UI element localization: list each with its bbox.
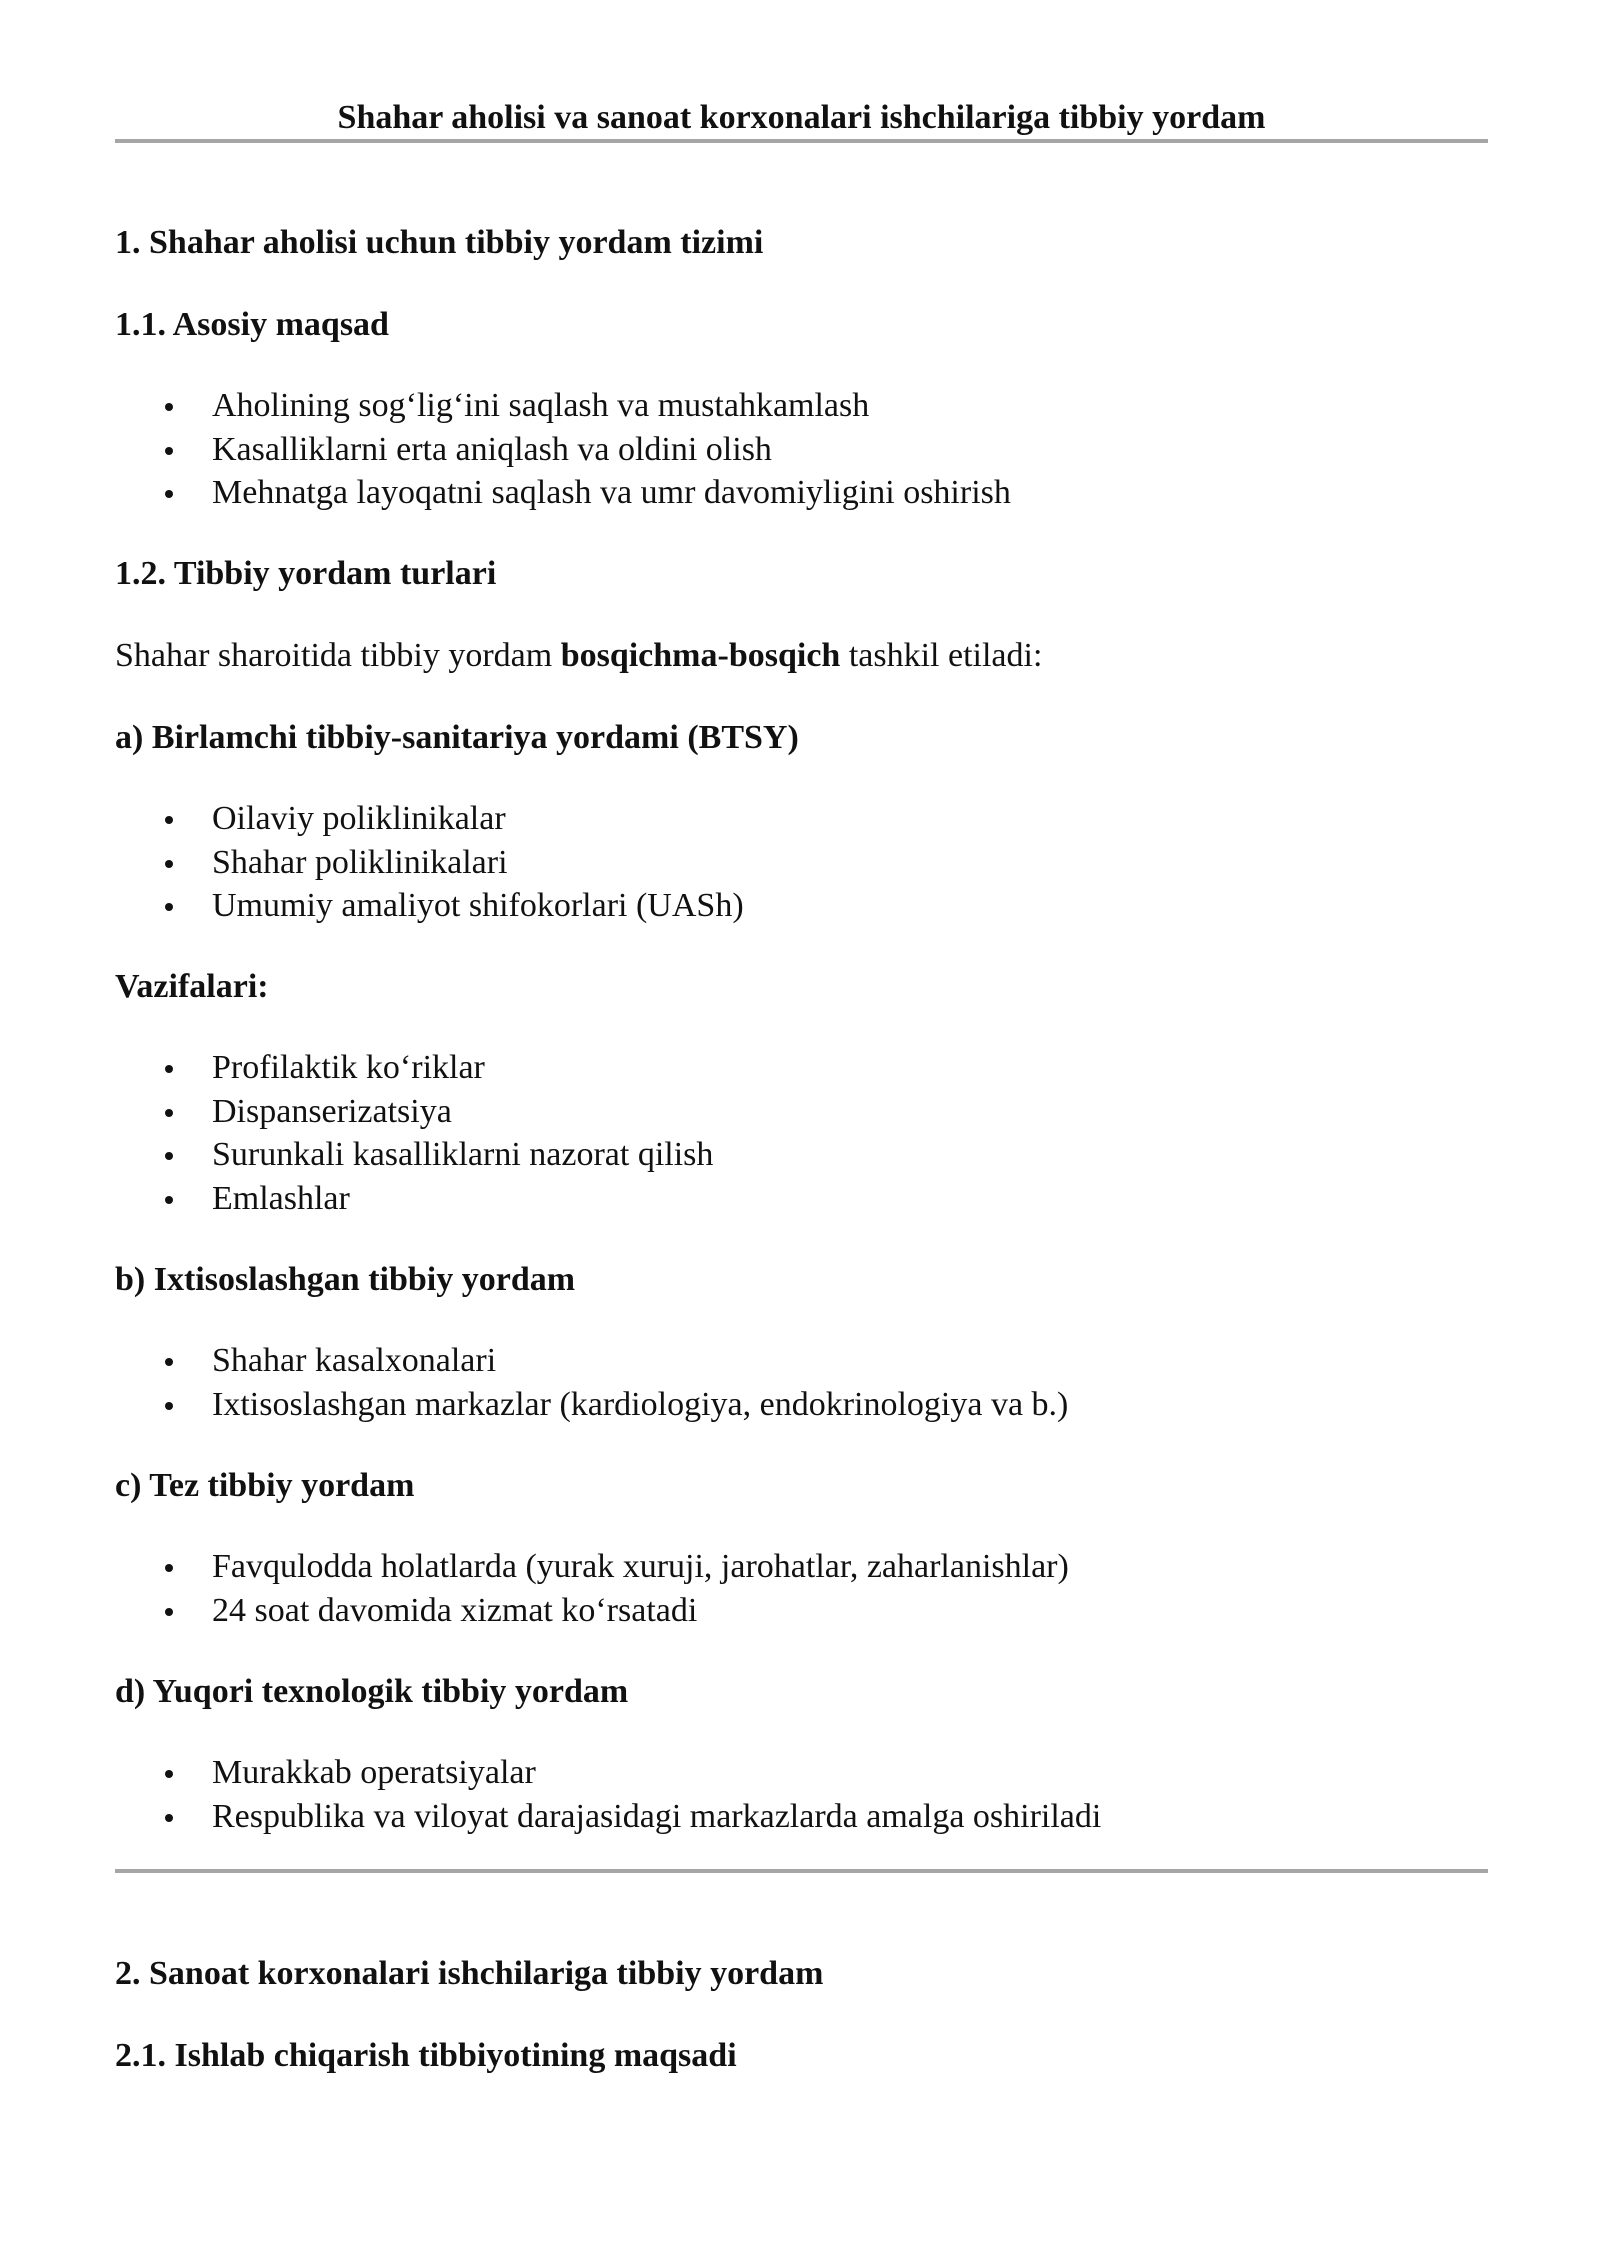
list-item: Respublika va viloyat darajasidagi markazlarda amalga oshiriladi bbox=[115, 1795, 1101, 1839]
bullet-icon bbox=[165, 1564, 173, 1572]
list-item: Surunkali kasalliklarni nazorat qilish bbox=[115, 1133, 713, 1177]
subsection-a-heading: a) Birlamchi tibbiy-sanitariya yordami (BTSY) bbox=[115, 719, 799, 756]
emergency-list bbox=[115, 1545, 1069, 1632]
list-item: Favqulodda holatlarda (yurak xuruji, jarohatlar, zaharlanishlar) bbox=[115, 1545, 1069, 1589]
duties-list bbox=[115, 1046, 713, 1220]
list-item: Murakkab operatsiyalar bbox=[115, 1751, 1101, 1795]
subsection-d-heading: d) Yuqori texnologik tibbiy yordam bbox=[115, 1673, 629, 1710]
section-1-1-heading: 1.1. Asosiy maqsad bbox=[115, 306, 389, 343]
list-item: Shahar kasalxonalari bbox=[115, 1339, 1068, 1383]
list-item: Dispanserizatsiya bbox=[115, 1090, 713, 1134]
title-divider bbox=[115, 139, 1488, 143]
bullet-icon bbox=[165, 1109, 173, 1117]
bullet-icon bbox=[165, 1065, 173, 1073]
bullet-icon bbox=[165, 403, 173, 411]
section-divider bbox=[115, 1869, 1488, 1873]
section-1-heading: 1. Shahar aholisi uchun tibbiy yordam tizimi bbox=[115, 224, 764, 261]
goals-list bbox=[115, 384, 1011, 515]
subsection-b-heading: b) Ixtisoslashgan tibbiy yordam bbox=[115, 1261, 576, 1298]
bullet-icon bbox=[165, 1152, 173, 1160]
bullet-icon bbox=[165, 490, 173, 498]
bullet-icon bbox=[165, 447, 173, 455]
section-1-2-heading: 1.2. Tibbiy yordam turlari bbox=[115, 555, 497, 592]
list-item: Ixtisoslashgan markazlar (kardiologiya, endokrinologiya va b.) bbox=[115, 1383, 1068, 1427]
bullet-icon bbox=[165, 816, 173, 824]
document-title: Shahar aholisi va sanoat korxonalari ishchilariga tibbiy yordam bbox=[337, 99, 1266, 136]
bullet-icon bbox=[165, 1402, 173, 1410]
list-item: Shahar poliklinikalari bbox=[115, 841, 744, 885]
list-item: Oilaviy poliklinikalar bbox=[115, 797, 744, 841]
btsy-list bbox=[115, 797, 744, 928]
list-item: Profilaktik ko‘riklar bbox=[115, 1046, 713, 1090]
list-item: Aholining sog‘lig‘ini saqlash va mustahkamlash bbox=[115, 384, 1011, 428]
list-item: Umumiy amaliyot shifokorlari (UASh) bbox=[115, 884, 744, 928]
duties-heading: Vazifalari: bbox=[115, 968, 269, 1005]
bullet-icon bbox=[165, 1814, 173, 1822]
specialized-list bbox=[115, 1339, 1068, 1426]
list-item: 24 soat davomida xizmat ko‘rsatadi bbox=[115, 1589, 1069, 1633]
subsection-c-heading: c) Tez tibbiy yordam bbox=[115, 1467, 415, 1504]
bullet-icon bbox=[165, 903, 173, 911]
list-item: Mehnatga layoqatni saqlash va umr davomiyligini oshirish bbox=[115, 471, 1011, 515]
list-item: Emlashlar bbox=[115, 1177, 713, 1221]
bullet-icon bbox=[165, 860, 173, 868]
list-item: Kasalliklarni erta aniqlash va oldini olish bbox=[115, 428, 1011, 472]
section-2-heading: 2. Sanoat korxonalari ishchilariga tibbiy yordam bbox=[115, 1955, 824, 1992]
bullet-icon bbox=[165, 1770, 173, 1778]
high-tech-list bbox=[115, 1751, 1101, 1838]
section-2-1-heading: 2.1. Ishlab chiqarish tibbiyotining maqsadi bbox=[115, 2037, 737, 2074]
bullet-icon bbox=[165, 1358, 173, 1366]
bullet-icon bbox=[165, 1608, 173, 1616]
bullet-icon bbox=[165, 1196, 173, 1204]
intro-paragraph: Shahar sharoitida tibbiy yordam bosqichma-bosqich tashkil etiladi: bbox=[115, 637, 1043, 674]
